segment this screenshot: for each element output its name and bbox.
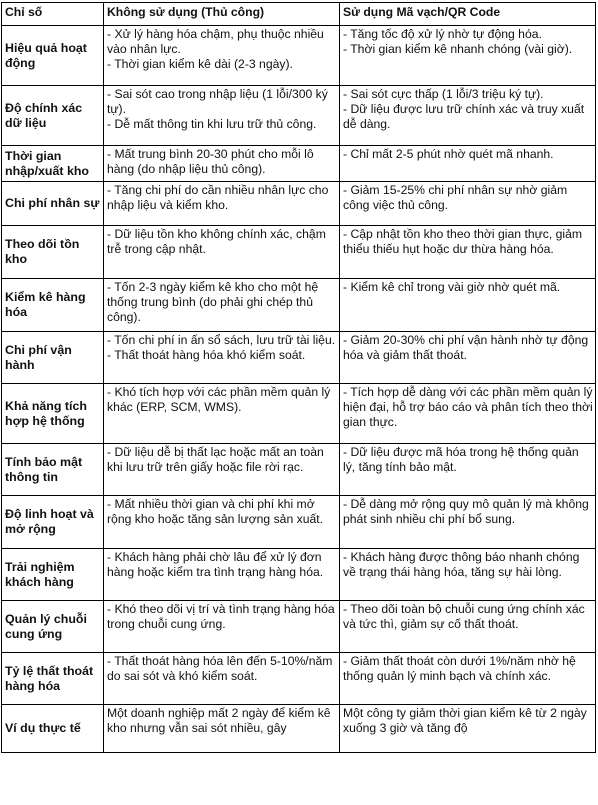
- barcode-cell: [340, 444, 596, 496]
- manual-cell: [104, 226, 340, 279]
- header-manual: Không sử dụng (Thủ công): [104, 3, 340, 26]
- table-row: [2, 182, 596, 226]
- cell-line: Một doanh nghiệp mất 2 ngày để kiểm kê kho nhưng vẫn sai sót nhiều, gây: [107, 706, 331, 735]
- manual-cell: [104, 549, 340, 601]
- manual-cell: [104, 86, 340, 146]
- cell-line: - Kiểm kê chỉ trong vài giờ nhờ quét mã.: [343, 280, 561, 294]
- manual-cell: [104, 26, 340, 86]
- criterion-cell: Tính bảo mật thông tin: [2, 444, 104, 496]
- cell-line: - Mất trung bình 20-30 phút cho mỗi lô hàng (do nhập liệu thủ công).: [107, 147, 314, 176]
- table-row: [2, 384, 596, 444]
- cell-line: - Khách hàng được thông báo nhanh chóng về trạng thái hàng hóa, tăng sự hài lòng.: [343, 550, 580, 579]
- table-row: [2, 26, 596, 86]
- cell-line: - Dữ liệu dễ bị thất lạc hoặc mất an toàn khi lưu trữ trên giấy hoặc file rời rạc.: [107, 445, 324, 474]
- header-criterion: Chỉ số: [2, 3, 104, 26]
- criterion-cell: Chi phí vận hành: [2, 332, 104, 384]
- cell-line: - Thất thoát hàng hóa lên đến 5-10%/năm do sai sót và khó kiểm soát.: [107, 654, 333, 683]
- cell-line: - Tăng chi phí do cần nhiều nhân lực cho nhập liệu và kiểm kho.: [107, 183, 329, 212]
- cell-line: - Cập nhật tồn kho theo thời gian thực, giảm thiểu thiếu hụt hoặc dư thừa hàng hóa.: [343, 227, 583, 256]
- barcode-cell: [340, 601, 596, 653]
- table-row: [2, 549, 596, 601]
- table-row: [2, 444, 596, 496]
- criterion-cell: Độ chính xác dữ liệu: [2, 86, 104, 146]
- manual-cell: [104, 444, 340, 496]
- table-row: [2, 146, 596, 182]
- manual-cell: [104, 705, 340, 753]
- table-row: [2, 332, 596, 384]
- table-row: [2, 601, 596, 653]
- cell-line: - Chỉ mất 2-5 phút nhờ quét mã nhanh.: [343, 147, 554, 161]
- cell-line: - Xử lý hàng hóa chậm, phụ thuộc nhiều vào nhân lực.: [107, 27, 324, 56]
- manual-cell: [104, 332, 340, 384]
- criterion-cell: Khả năng tích hợp hệ thống: [2, 384, 104, 444]
- cell-line: - Tăng tốc độ xử lý nhờ tự động hóa.: [343, 27, 542, 41]
- manual-cell: [104, 653, 340, 705]
- cell-line: - Khó theo dõi vị trí và tình trạng hàng hóa trong chuỗi cung ứng.: [107, 602, 335, 631]
- table-row: [2, 279, 596, 332]
- criterion-cell: Hiệu quả hoạt động: [2, 26, 104, 86]
- barcode-cell: [340, 653, 596, 705]
- cell-line: - Khách hàng phải chờ lâu để xử lý đơn hàng hoặc kiểm tra tình trạng hàng hóa.: [107, 550, 324, 579]
- barcode-cell: [340, 705, 596, 753]
- barcode-cell: [340, 146, 596, 182]
- criterion-cell: Trải nghiệm khách hàng: [2, 549, 104, 601]
- manual-cell: [104, 384, 340, 444]
- barcode-cell: [340, 384, 596, 444]
- table-row: [2, 653, 596, 705]
- cell-line: - Thất thoát hàng hóa khó kiểm soát.: [107, 348, 306, 362]
- cell-line: - Mất nhiều thời gian và chi phí khi mở rộng kho hoặc tăng sản lượng sản xuất.: [107, 497, 324, 526]
- manual-cell: [104, 182, 340, 226]
- table-row: [2, 705, 596, 753]
- criterion-cell: Kiểm kê hàng hóa: [2, 279, 104, 332]
- barcode-cell: [340, 549, 596, 601]
- cell-line: - Thời gian kiểm kê nhanh chóng (vài giờ).: [343, 42, 573, 56]
- manual-cell: [104, 601, 340, 653]
- barcode-cell: [340, 226, 596, 279]
- table-row: [2, 496, 596, 549]
- barcode-cell: [340, 86, 596, 146]
- cell-line: Một công ty giảm thời gian kiểm kê từ 2 ngày xuống 3 giờ và tăng độ: [343, 706, 587, 735]
- criterion-cell: Thời gian nhập/xuất kho: [2, 146, 104, 182]
- cell-line: - Dễ mất thông tin khi lưu trữ thủ công.: [107, 117, 317, 131]
- criterion-cell: Quản lý chuỗi cung ứng: [2, 601, 104, 653]
- cell-line: - Dữ liệu được mã hóa trong hệ thống quản lý, tăng tính bảo mật.: [343, 445, 579, 474]
- table-header-row: [2, 3, 596, 26]
- criterion-cell: Tỷ lệ thất thoát hàng hóa: [2, 653, 104, 705]
- cell-line: - Giảm 20-30% chi phí vận hành nhờ tự động hóa và giảm thất thoát.: [343, 333, 589, 362]
- header-barcode: Sử dụng Mã vạch/QR Code: [340, 3, 596, 26]
- cell-line: - Tốn chi phí in ấn sổ sách, lưu trữ tài liệu.: [107, 333, 336, 347]
- cell-line: - Sai sót cao trong nhập liệu (1 lỗi/300 ký tự).: [107, 87, 328, 116]
- manual-cell: [104, 496, 340, 549]
- barcode-cell: [340, 332, 596, 384]
- manual-cell: [104, 146, 340, 182]
- table-body: [2, 26, 596, 753]
- cell-line: - Khó tích hợp với các phần mềm quản lý khác (ERP, SCM, WMS).: [107, 385, 331, 414]
- cell-line: - Dữ liệu tồn kho không chính xác, chậm trễ trong cập nhật.: [107, 227, 326, 256]
- cell-line: - Dễ dàng mở rộng quy mô quản lý mà không phát sinh nhiều chi phí bổ sung.: [343, 497, 589, 526]
- cell-line: - Sai sót cực thấp (1 lỗi/3 triệu ký tự).: [343, 87, 544, 101]
- criterion-cell: Độ linh hoạt và mở rộng: [2, 496, 104, 549]
- criterion-cell: Theo dõi tồn kho: [2, 226, 104, 279]
- table-row: [2, 226, 596, 279]
- cell-line: - Tích hợp dễ dàng với các phần mềm quản lý hiện đại, hỗ trợ báo cáo và phân tích theo thời gian thực.: [343, 385, 593, 429]
- cell-line: - Theo dõi toàn bộ chuỗi cung ứng chính xác và tức thì, giảm sự cố thất thoát.: [343, 602, 585, 631]
- criterion-cell: Ví dụ thực tế: [2, 705, 104, 753]
- criterion-cell: Chi phí nhân sự: [2, 182, 104, 226]
- cell-line: - Thời gian kiểm kê dài (2-3 ngày).: [107, 57, 293, 71]
- comparison-table: [1, 2, 596, 753]
- barcode-cell: [340, 496, 596, 549]
- cell-line: - Giảm thất thoát còn dưới 1%/năm nhờ hệ thống quản lý minh bạch và chính xác.: [343, 654, 576, 683]
- barcode-cell: [340, 182, 596, 226]
- manual-cell: [104, 279, 340, 332]
- cell-line: - Tốn 2-3 ngày kiểm kê kho cho một hệ thống trung bình (do phải ghi chép thủ công).: [107, 280, 319, 324]
- cell-line: - Giảm 15-25% chi phí nhân sự nhờ giảm công việc thủ công.: [343, 183, 568, 212]
- barcode-cell: [340, 26, 596, 86]
- cell-line: - Dữ liệu được lưu trữ chính xác và truy xuất dễ dàng.: [343, 102, 585, 131]
- table-row: [2, 86, 596, 146]
- barcode-cell: [340, 279, 596, 332]
